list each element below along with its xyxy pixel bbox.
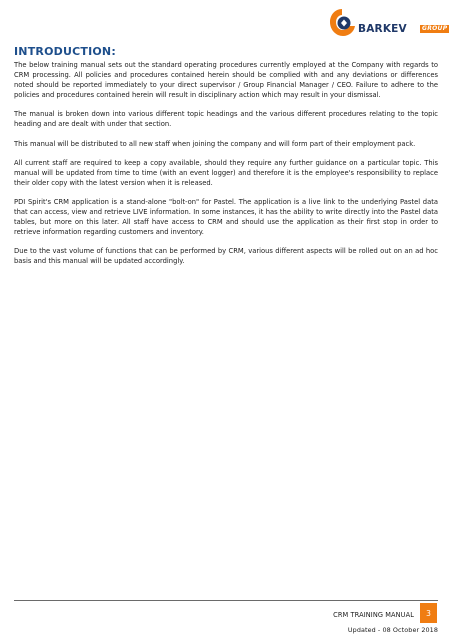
logo-brand-text: BARKEV <box>358 23 407 35</box>
footer-manual-title: CRM TRAINING MANUAL <box>333 611 414 619</box>
barkev-logo-icon <box>327 7 359 41</box>
paragraph: The manual is broken down into various different topic headings and the various different procedures relating to the topic heading and are dealt with under that section. <box>14 110 438 129</box>
page-number: 3 <box>426 608 431 618</box>
footer-divider <box>14 600 438 601</box>
section-heading: INTRODUCTION: <box>14 45 116 58</box>
company-logo <box>327 7 448 41</box>
logo-group-tag: GROUP <box>422 25 448 32</box>
page-number-badge <box>420 603 437 623</box>
paragraph: This manual will be distributed to all new staff when joining the company and will form part of their employment pack. <box>14 139 416 148</box>
paragraph: PDI Spirit's CRM application is a stand-alone "bolt-on" for Pastel. The application is a live link to the underlying Pastel data that can access, view and retrieve LIVE information. In some instances, it has the ability to write directly into the Pastel data tables, but more on this later. All staff have access to CRM and should use the application as their first stop in order to retrieve information regarding customers and inventory. <box>14 197 438 237</box>
paragraph: All current staff are required to keep a copy available, should they require any further guidance on a particular topic. This manual will be updated from time to time (with an event logger) and therefore it is the employee's responsibility to replace their older copy with the latest version when it is released. <box>14 158 438 187</box>
paragraph: The below training manual sets out the standard operating procedures currently employed at the Company with regards to CRM processing. All policies and procedures contained herein should be complied with and any deviations or differences noted should be reported immediately to your direct supervisor / Group Financial Manager / CEO. Failure to adhere to the policies and procedures contained herein will result in disciplinary action which may result in your dismissal. <box>14 61 438 100</box>
document-body <box>14 45 438 276</box>
footer-updated-date: Updated - 08 October 2018 <box>347 626 438 634</box>
paragraph: Due to the vast volume of functions that can be performed by CRM, various different aspects will be rolled out on an ad hoc basis and this manual will be updated accordingly. <box>14 247 438 266</box>
